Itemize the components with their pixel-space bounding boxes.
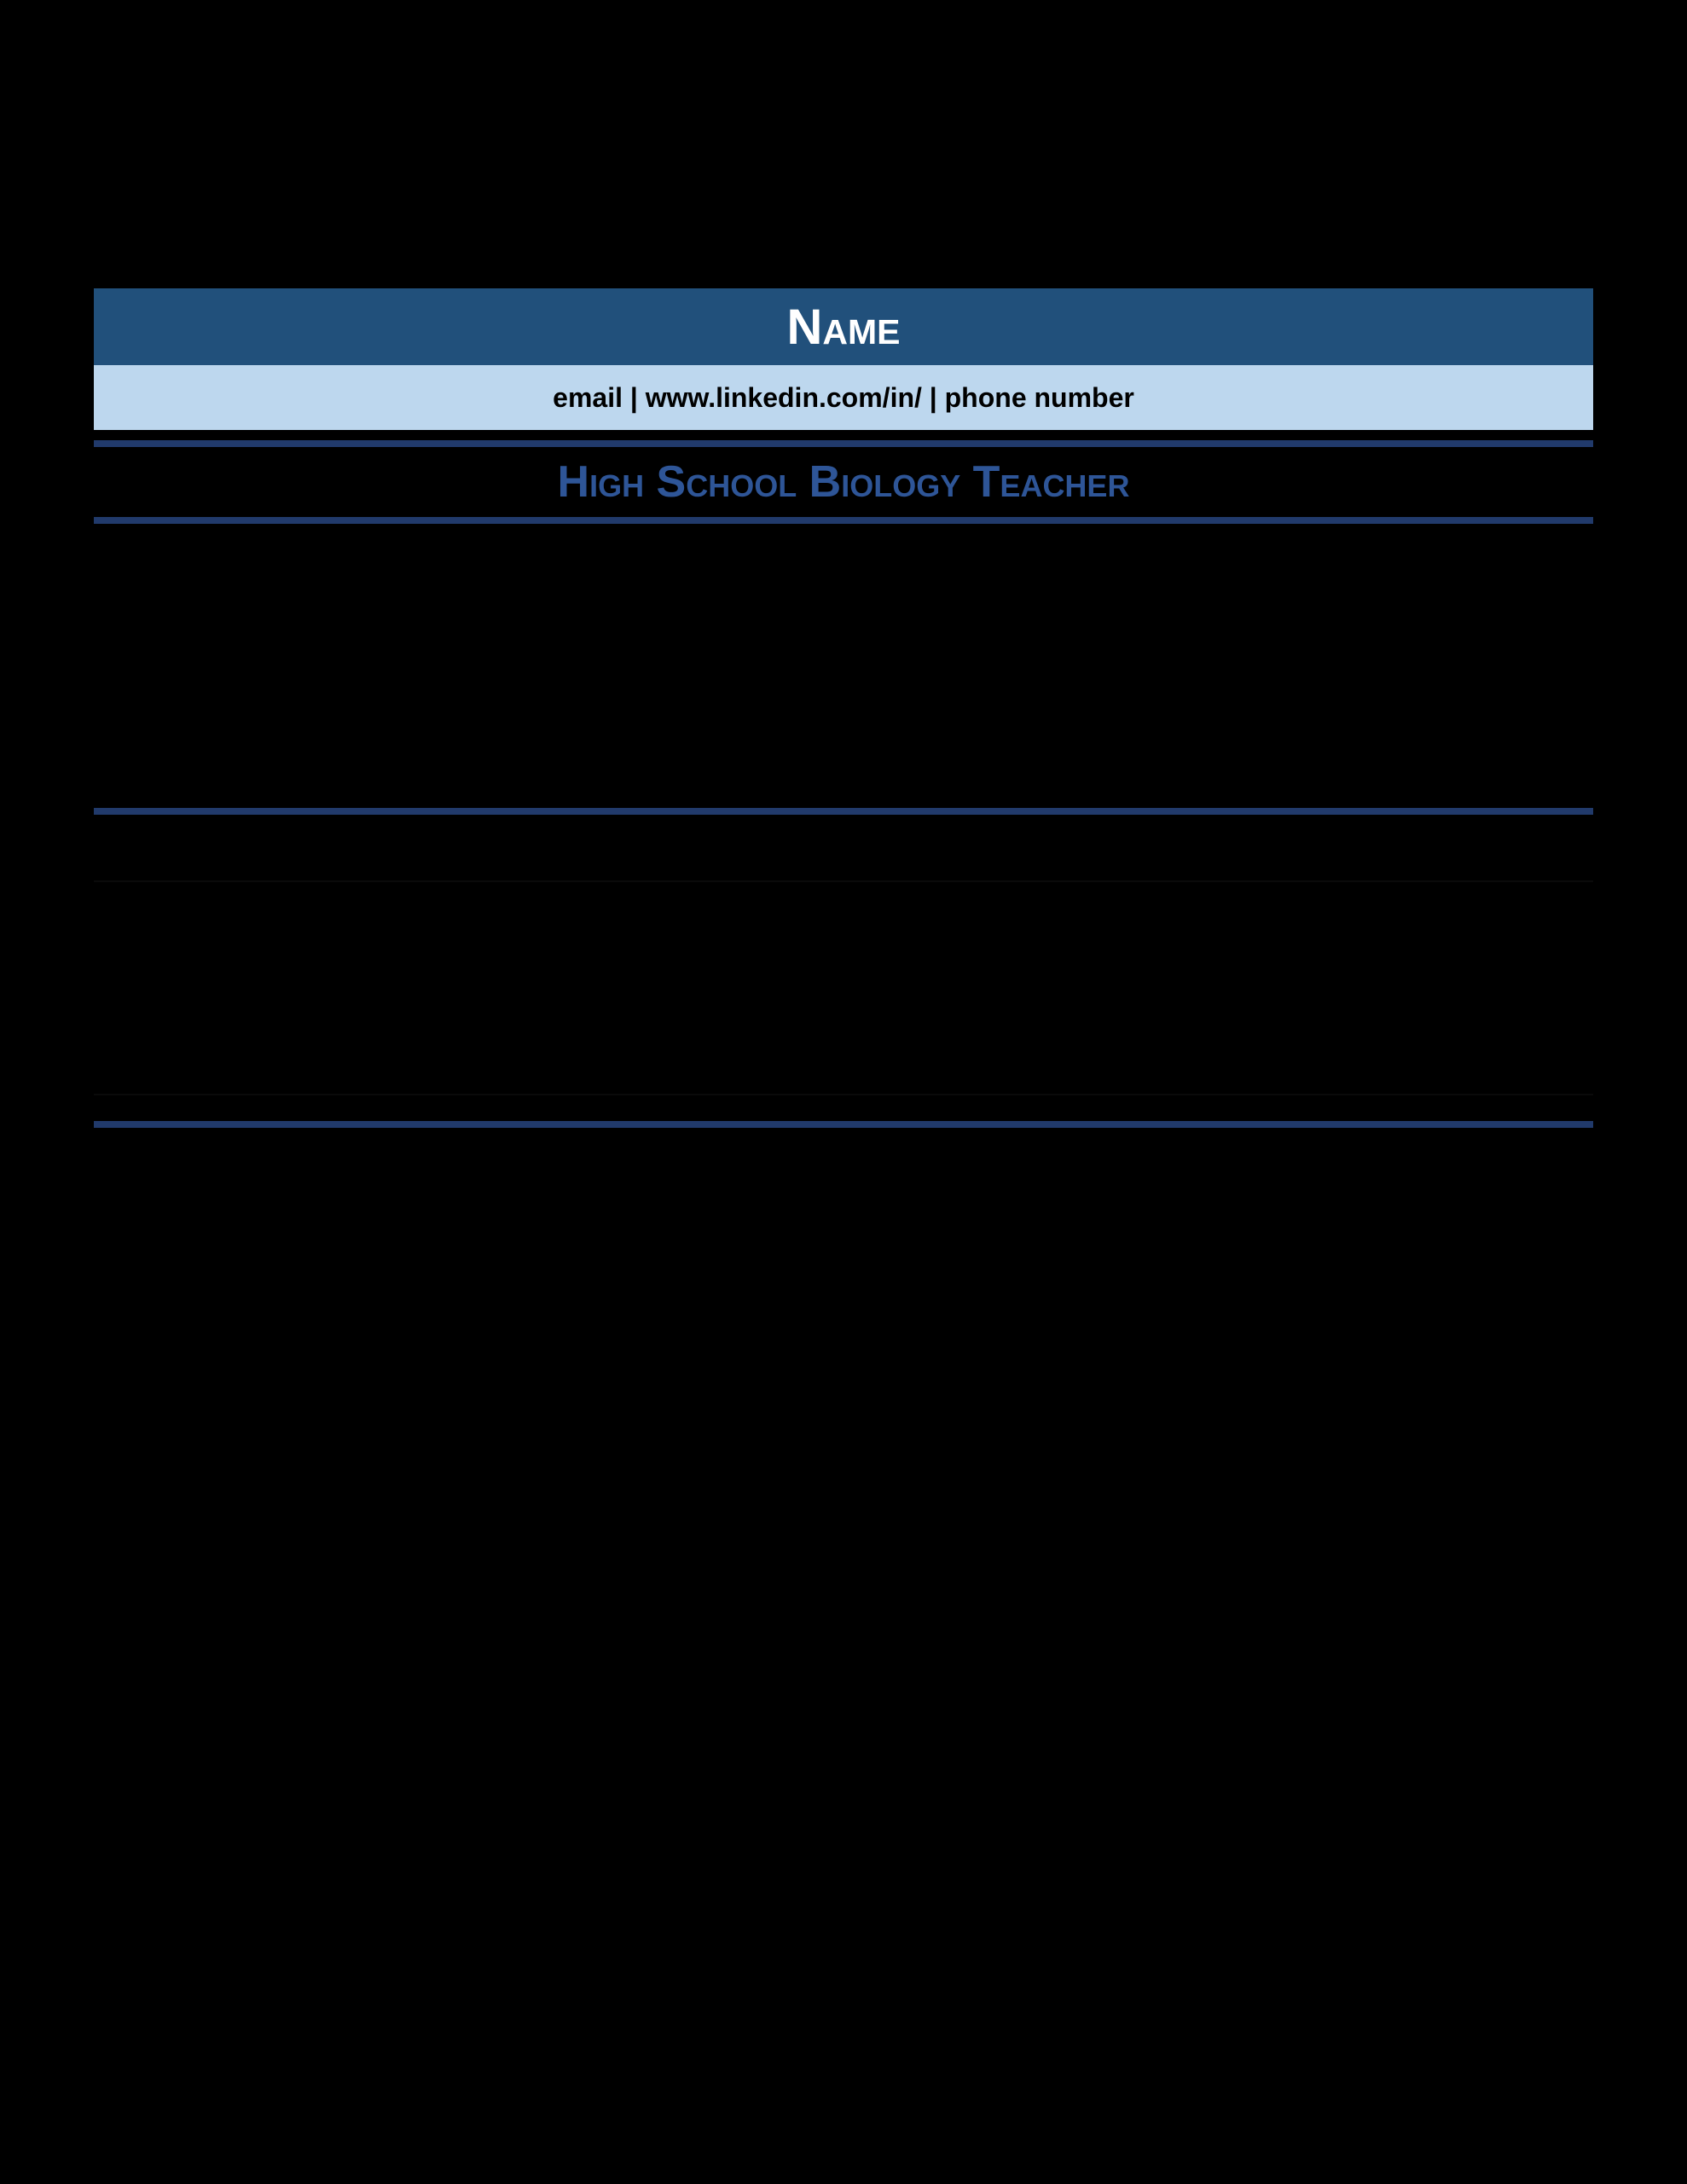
divider-rule <box>94 440 1593 447</box>
job-header <box>94 1174 1593 1208</box>
job-entry <box>94 1658 1593 1873</box>
job-bullet: • Collaborated with colleagues to plan interdisciplinary units and school-wide science events, including the annual science fair <box>148 1462 1525 1499</box>
job-bullet: • Assessed student progress through tests, quizzes, lab reports, and projects <box>148 1316 1525 1352</box>
job-bullet: • Assisted lead teacher in delivering biology lessons and laboratory activities to high school students <box>148 1726 1525 1763</box>
proficiency-item: • Grading <box>1200 892 1576 929</box>
proficiency-item: • Science Standards <box>1200 1002 1576 1039</box>
job-title-banner <box>94 447 1593 517</box>
job-bullet: • Supervised laboratory activities ensuring adherence to all safety protocols and proper handling of equipment <box>148 1499 1525 1536</box>
company-location: Company, City, ST <box>101 1660 323 1689</box>
contact-banner <box>94 365 1593 430</box>
job-bullet: • Supported classroom management and provided individualized assistance to students needing additional help <box>148 1763 1525 1799</box>
job-entry <box>94 1174 1593 1572</box>
job-bullet: • Established and maintained a safe and respectful classroom environment conducive to learning for all students <box>148 1426 1525 1462</box>
proficiency-item: • Lesson Plan Design <box>685 929 1139 966</box>
job-bullet: • Designed engaging lesson plans and laboratory activities that increased student interest in biological concepts <box>148 1279 1525 1316</box>
company-location: Company, City, ST <box>101 1176 323 1205</box>
job-bullet: • Provided individualized instruction and support to students of diverse abilities and learning needs <box>148 1352 1525 1389</box>
job-dates: Year to Year <box>1395 1660 1542 1689</box>
proficiencies-column-3 <box>1140 892 1576 1039</box>
divider-rule <box>94 1121 1593 1128</box>
proficiency-item: • Secondary Education <box>171 892 625 929</box>
candidate-name: Name <box>786 299 901 355</box>
proficiency-item: • Curriculum Development <box>171 929 625 966</box>
job-bullet: • Communicated with parents regularly regarding student progress, behavior, and achievements <box>148 1389 1525 1426</box>
job-header <box>94 1658 1593 1692</box>
job-bullet: • Developed biology curriculum aligned with state standards for grades 9 through 12 <box>148 1242 1525 1279</box>
job-dates: Year to Year <box>1395 1176 1542 1205</box>
position-title: High School Biology Teacher <box>101 1211 455 1240</box>
proficiency-item: • Classroom Management <box>171 966 625 1002</box>
job-bullet: • Graded assignments and maintained accurate records of student performance and attendance <box>148 1836 1525 1873</box>
position-title: Assistant High School Biology Teacher <box>101 1694 577 1723</box>
proficiencies-grid <box>94 892 1593 1039</box>
job-title: High School Biology Teacher <box>557 457 1130 507</box>
proficiency-item: • Lab Safety Procedures <box>1200 966 1576 1002</box>
job-bullet: • Prepared lab materials and equipment for experiments and ensured that lab areas were clean and organized <box>148 1799 1525 1836</box>
profile-heading: Profile <box>796 533 891 566</box>
proficiencies-column-1 <box>111 892 625 1039</box>
job-bullets <box>94 1726 1593 1873</box>
proficiencies-heading: Core Proficiencies <box>724 825 963 858</box>
profile-paragraph: Dedicated, knowledgeable High School Biology Teacher with experience creating and implementing biology curriculum for high school students. Adept at delivering engaging lessons that develop critical thinking and inspire curiosity about the natural world. Skilled at building positive relationships with students, parents, and faculty. Effective classroom manager who maintains a safe, respectful learning environment. Committed to supporting student achievement and serving as a valued member of the academic community. Strong collaborator who works with colleagues and administrators on initiatives to promote student engagement and learning. <box>138 572 1549 784</box>
experience-heading: Professional Experience <box>687 1140 1000 1173</box>
divider-rule <box>94 808 1593 815</box>
proficiency-item: • Student Assessment <box>685 892 1139 929</box>
job-bullet: • Attended professional development workshops to stay current with advances in science education <box>148 1536 1525 1572</box>
job-bullets <box>94 1242 1593 1572</box>
contact-line: email | www.linkedin.com/in/ | phone number <box>553 381 1134 413</box>
proficiencies-column-2 <box>625 892 1139 1039</box>
name-banner <box>94 288 1593 365</box>
resume-page <box>94 288 1593 1873</box>
divider-rule <box>94 517 1593 524</box>
proficiency-item: • Student Support <box>1200 929 1576 966</box>
proficiency-item: • Laboratory Activities <box>685 966 1139 1002</box>
proficiency-item: • Differentiated Instruction <box>685 1002 1139 1039</box>
proficiency-item: • Parent-Teacher Communication <box>171 1002 625 1039</box>
